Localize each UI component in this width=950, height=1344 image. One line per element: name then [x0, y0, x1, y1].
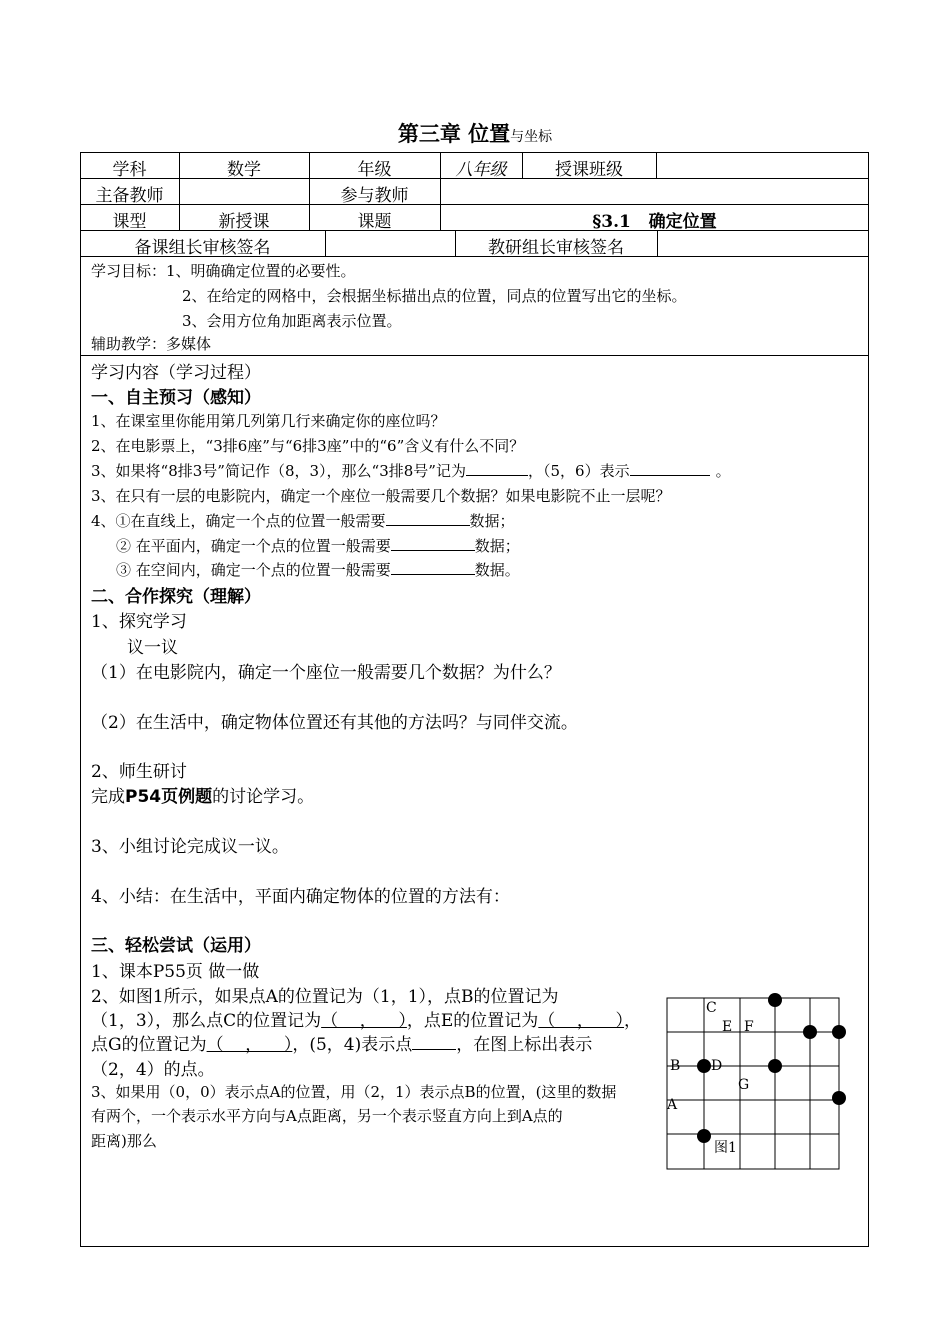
s3-task-3b: 有两个，一个表示水平方向与A点距离，另一个表示竖直方向上到A点的	[91, 1107, 563, 1125]
s1-q3-text-c: 。	[715, 462, 731, 480]
s3-task-2b	[91, 1006, 641, 1031]
s2-explore: 1、探究学习	[91, 612, 187, 632]
participating-teacher-label: 参与教师	[340, 186, 409, 206]
figure-caption: 图1	[714, 1140, 737, 1156]
s3-task-3c: 距离)那么	[91, 1132, 157, 1150]
s2-discuss: 议一议	[127, 638, 178, 658]
col-divider	[325, 230, 326, 256]
objective-3: 3、会用方位角加距离表示位置。	[182, 312, 402, 330]
s2-example	[91, 782, 314, 807]
title-main: 第三章 位置	[397, 121, 511, 146]
blank[interactable]	[391, 536, 475, 551]
s1-question-5a	[91, 510, 515, 531]
page-title	[0, 118, 950, 148]
s1-question-3	[91, 460, 731, 481]
s2-question-1: （1）在电影院内，确定一个座位一般需要几个数据？为什么？	[91, 663, 561, 683]
section-2-title: 二、合作探究（理解）	[91, 587, 261, 607]
grid-dot	[768, 1059, 782, 1073]
s3-task-2d: （2，4）的点。	[91, 1060, 215, 1080]
class-label: 授课班级	[555, 160, 623, 180]
section-3-title: 三、轻松尝试（运用）	[91, 936, 261, 956]
grid-dot	[832, 1025, 846, 1039]
figure-1-grid	[660, 990, 860, 1180]
subject-value: 数学	[227, 160, 261, 180]
s3-t2c-text: 点G的位置记为	[91, 1035, 207, 1055]
title-suffix: 与坐标	[510, 129, 553, 145]
blank-c[interactable]: （ ， ）	[321, 1011, 407, 1031]
s1-q5c-text: ③ 在空间内，确定一个点的位置一般需要	[116, 561, 391, 579]
row-divider	[80, 355, 869, 356]
s2-teacher-student: 2、师生研讨	[91, 762, 187, 782]
subject-label: 学科	[112, 160, 147, 180]
s1-question-4: 3、在只有一层的电影院内，确定一个座位一般需要几个数据？如果电影院不止一层呢？	[91, 487, 671, 505]
lesson-type-value: 新授课	[218, 212, 270, 232]
objective-2: 2、在给定的网格中，会根据坐标描出点的位置，同点的位置写出它的坐标。	[182, 287, 687, 305]
teaching-aid: 辅助教学：多媒体	[91, 335, 212, 353]
s3-t2c-text2: ，(5，4)表示点	[292, 1035, 413, 1055]
s2-summary: 4、小结：在生活中，平面内确定物体的位置的方法有：	[91, 887, 510, 907]
lesson-type-label: 课型	[112, 212, 147, 232]
grid-svg	[660, 990, 860, 1180]
point-label-g: G	[738, 1077, 750, 1093]
grid-dot	[832, 1091, 846, 1105]
lead-teacher-label: 主备教师	[95, 186, 164, 206]
point-label-a: A	[667, 1097, 678, 1113]
blank-g[interactable]: （ ， ）	[206, 1035, 293, 1055]
col-divider	[657, 230, 658, 256]
topic-value: §3.1 确定位置	[592, 212, 717, 232]
s3-task-1: 1、课本P55页 做一做	[91, 962, 260, 982]
point-label-c: C	[706, 1000, 717, 1016]
blank[interactable]	[391, 560, 475, 575]
point-label-e: E	[722, 1019, 733, 1035]
blank[interactable]	[412, 1035, 456, 1050]
point-label-f: F	[744, 1019, 754, 1035]
research-leader-sign-label: 教研组长审核签名	[488, 238, 624, 258]
blank[interactable]	[386, 511, 470, 526]
group-leader-sign-label: 备课组长审核签名	[134, 238, 271, 258]
s1-question-5b	[116, 535, 520, 556]
s3-t2b-text: （1，3），那么点C的位置记为	[91, 1011, 322, 1031]
s3-task-3a: 3、如果用（0，0）表示点A的位置，用（2，1）表示点B的位置，(这里的数据	[91, 1083, 617, 1101]
row-divider	[80, 204, 869, 205]
grade-value: 八年级	[455, 160, 507, 180]
s1-question-1: 1、在课室里你能用第几列第几行来确定你的座位吗？	[91, 412, 446, 430]
blank[interactable]	[466, 461, 528, 476]
s3-t2b-text3: ，	[624, 1011, 642, 1031]
content-heading: 学习内容（学习过程）	[91, 363, 261, 383]
topic-label: 课题	[357, 212, 392, 232]
s1-question-5c	[116, 559, 520, 580]
grid-dot	[697, 1059, 711, 1073]
s1-q5a-unit: 数据；	[469, 512, 515, 530]
s1-q3-text-a: 3、如果将“8排3号”简记作（8，3），那么“3排8号”记为	[91, 462, 466, 480]
s3-t2c-text3: ，在图上标出表示	[456, 1035, 593, 1055]
s3-task-2c	[91, 1030, 592, 1055]
s2-group: 3、小组讨论完成议一议。	[91, 837, 289, 857]
grid-dot	[768, 993, 782, 1007]
point-label-d: D	[711, 1058, 723, 1074]
s1-q3-text-b: ，（5，6）表示	[527, 462, 630, 480]
s3-task-2a: 2、如图1所示，如果点A的位置记为（1，1），点B的位置记为	[91, 987, 559, 1007]
s1-q5b-text: ② 在平面内，确定一个点的位置一般需要	[116, 537, 391, 555]
s1-q5a-text: 4、①在直线上，确定一个点的位置一般需要	[91, 512, 386, 530]
blank[interactable]	[630, 461, 710, 476]
grid-dot	[697, 1129, 711, 1143]
section-1-title: 一、自主预习（感知）	[91, 388, 261, 408]
s3-t2b-text2: ，点E的位置记为	[406, 1011, 539, 1031]
blank-e[interactable]: （ ， ）	[538, 1011, 625, 1031]
col-divider	[656, 152, 657, 178]
objectives-label: 学习目标：1、明确确定位置的必要性。	[91, 262, 356, 280]
grade-label: 年级	[357, 160, 392, 180]
s2-example-c: 的讨论学习。	[212, 787, 315, 807]
s2-question-2: （2）在生活中，确定物体位置还有其他的方法吗？与同伴交流。	[91, 713, 578, 733]
s2-example-b: P54页例题	[125, 787, 213, 807]
s2-example-a: 完成	[91, 787, 125, 807]
grid-dot	[803, 1025, 817, 1039]
s1-question-2: 2、在电影票上，“3排6座”与“6排3座”中的“6”含义有什么不同？	[91, 437, 525, 455]
s1-q5b-unit: 数据；	[474, 537, 520, 555]
point-label-b: B	[670, 1058, 681, 1074]
s1-q5c-unit: 数据。	[474, 561, 520, 579]
